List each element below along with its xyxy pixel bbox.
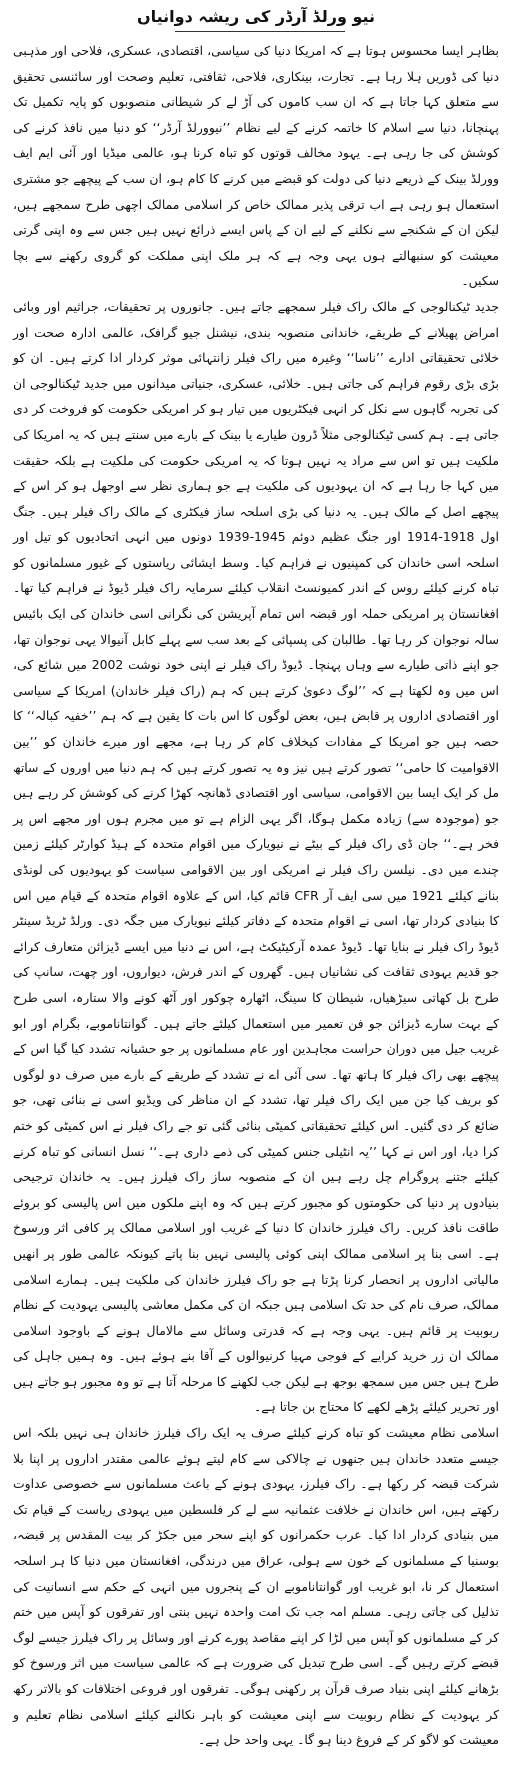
article-body	[13, 38, 499, 1770]
article-title: نیو ورلڈ آرڈر کی ریشہ دوانیاں	[136, 7, 376, 26]
article-paragraph: بظاہر ایسا محسوس ہوتا ہے کہ امریکا دنیا کی سیاسی، اقتصادی، عسکری، فلاحی اور مذہبی دنیا کی ڈوریں ہلا رہا ہے۔ تجارت، بینکاری، فلاحی، ثقافتی، تعلیم وصحت اور سائنسی تحقیق سے متعلق کہا جاتا ہے کہ ان سب کاموں کی آڑ لے کر شیطانی منصوبوں کو پایہ تکمیل تک پہنچانا، دنیا سے اسلام کا خاتمہ کرنے کے لیے نظام ’’نیوورلڈ آرڈر‘‘ کو دنیا میں نافذ کرنے کی کوشش کی جا رہی ہے۔ یہود مخالف قوتوں کو تباہ کرنا ہو، عالمی میڈیا اور آئی ایم ایف وورلڈ بینک کے ذریعے دنیا کی دولت کو قبضے میں کرنے کا کام ہو، ان سب کے پیچھے جو مشتری استعمال ہو رہی ہے اب ترقی پذیر ممالک خاص کر اسلامی ممالک اچھی طرح سمجھے ہیں، لیکن ان کے شکنجے سے نکلنے کے لیے ان کے پاس ایسے ذرائع نہیں ہیں جس سے وہ اپنی گرتی معیشت کو سنبھالتے ہوں یہی وجہ ہے کہ ہر ملک اپنی مملکت کو گروی رکھنے سے بچا سکیں۔	[13, 43, 499, 289]
article-paragraph: اسلامی نظام معیشت کو تباہ کرنے کیلئے صرف یہ ایک راک فیلرز خاندان ہی نہیں بلکہ اس جیسے متعدد خاندان ہیں جنھوں نے چالاکی سے کام لیتے ہوئے عالمی مقتدر اداروں پر اپنا بلا شرکت قبضہ کر رکھا ہے۔ راک فیلرز، یہودی ہونے کے باعث مسلمانوں سے خصوصی عداوت رکھتے ہیں، اس خاندان نے خلافت عثمانیہ سے لے کر فلسطین میں یہودی ریاست کے قیام تک میں بنیادی کردار ادا کیا۔ عرب حکمرانوں کو اپنے سحر میں جکڑ کر بیت المقدس پر قبضہ، بوسنیا کے مسلمانوں کے خون سے ہولی، عراق میں درندگی، افغانستان میں دنیا کا ہر اسلحہ استعمال کر نا، ابو غریب اور گوانتاناموبے ان کے پنجروں میں انہی کے حکم سے انسانیت کی تذلیل کی جاتی رہی۔ مسلم امہ جب تک امت واحدہ نہیں بنتی اور تفرقوں کو آپس میں ختم کر کے مسلمانوں کو آپس میں لڑا کر اپنے مقاصد پورے کرنے اور وسائل پر راک فیلرز جیسے لوگ قبضے کرتے رہیں گے۔ اسی طرح تبدیل کی ضرورت ہے کہ عالمی سیاست میں اثر ورسوخ کو بڑھانے کیلئے اپنی بنیاد صرف قرآن پر رکھنی ہوگی۔ تفرقوں اور فروعی اختلافات کو بالاتر رکھ کر یہودیت کے نظام ربوبیت سے اپنی معیشت کو باہر نکالنے کیلئے اسلامی نظام تعلیم و معیشت کو لاگو کر کے فروغ دینا ہو گا۔ یہی واحد حل ہے۔	[13, 1425, 499, 1748]
title-underline	[175, 31, 345, 32]
article-paragraph: جدید ٹیکنالوجی کے مالک راک فیلر سمجھے جاتے ہیں۔ جانوروں پر تحقیقات، جراثیم اور وبائی امراض پھیلانے کے طریقے، خاندانی منصوبہ بندی، نیشنل جیو گرافک، عالمی ادارہ صحت اور خلائی تحقیقاتی ادارے ’’ناسا‘‘ وغیرہ میں راک فیلر زانتہائی موثر کردار ادا کرتے ہیں۔ ان کو بڑی بڑی رقوم فراہم کی جاتی ہیں۔ خلائی، عسکری، جنیاتی میدانوں میں جدید ٹیکنالوجی ان کی تجربہ گاہوں سے نکل کر انہی فیکٹریوں میں تیار ہو کر امریکی حکومت کو فروخت کر دی جاتی ہے۔ ہم کسی ٹیکنالوجی مثلاً ڈرون طیارے یا بینک کے بارے میں سنتے ہیں کہ یہ امریکا کی ملکیت ہیں تو اس سے مراد یہ نہیں ہوتا کہ یہ امریکی حکومت کی ملکیت ہے بلکہ حقیقت میں کہا جا رہا ہے کہ ان یہودیوں کی ملکیت ہے جو ہماری نظر سے اوجھل ہو کر اس کے پیچھے اصل کے مالک ہیں۔ یہ دنیا کی بڑی اسلحہ ساز فیکٹری کے مالک راک فیلر ہیں۔ جنگ اول 1918-1914 اور جنگ عظیم دوئم 1945-1939 دونوں میں انہی اتحادیوں کو تیل اور اسلحہ اسی خاندان کی کمپنیوں نے فراہم کیا۔ وسط ایشائی ریاستوں کے غیور مسلمانوں کو تباہ کرنے کیلئے روس کے اندر کمیونسٹ انقلاب کیلئے سرمایہ راک فیلر ڈیوڈ نے فراہم کیا تھا۔ افغانستان پر امریکی حملہ اور قبضہ اس تمام آپریشن کی نگرانی اسی خاندان کی ایک بائیس سالہ نوجوان کر رہا تھا۔ طالبان کی پسپائی کے بعد سب سے پہلے کابل آنیوالا یہی نوجوان تھا، جو اپنے ذاتی طیارے سے وہاں پہنچا۔ ڈیوڈ راک فیلر نے اپنی خود نوشت 2002 میں شائع کی، اس میں وہ لکھتا ہے کہ ’’لوگ دعویٰ کرتے ہیں کہ ہم (راک فیلر خاندان) امریکا کے سیاسی اور اقتصادی اداروں پر قابض ہیں، بعض لوگوں کا اس بات کا یقین ہے کہ ہم ’’خفیہ کبالہ‘‘ کا حصہ ہیں جو امریکا کے مفادات کیخلاف کام کر رہا ہے، مجھے اور میرے خاندان کو ’’بین الاقوامیت کا حامی‘‘ تصور کرتے ہیں نیز وہ یہ تصور کرتے ہیں کہ ہم دنیا میں اوروں کے ساتھ مل کر ایک ایسا بین الاقوامی، سیاسی اور اقتصادی ڈھانچہ کھڑا کرنے کی کوشش کر رہے ہیں جو (موجودہ سے) زیادہ مکمل ہوگا، اگر یہی الزام ہے تو میں مجرم ہوں اور مجھے اس پر فخر ہے۔‘‘ جان ڈی راک فیلر کے بیٹے نے نیویارک میں اقوام متحدہ کے ہیڈ کوارٹر کیلئے زمین چندے میں دی۔ نیلسن راک فیلر نے امریکی اور بین الاقوامی سیاست کو یہودیوں کی لونڈی بنانے کیلئے 1921 میں سی ایف آر CFR قائم کیا، اس کے علاوہ اقوام متحدہ کے قیام میں اس کا بنیادی کردار تھا، اسی نے اقوام متحدہ کے دفاتر کیلئے نیویارک میں جگہ دی۔ ورلڈ ٹریڈ سینٹر ڈیوڈ راک فیلر نے بنایا تھا۔ ڈیوڈ عمدہ آرکیٹیکٹ ہے، اس نے دنیا میں ایسے ڈیزائن متعارف کرائے جو قدیم یہودی ثقافت کی نشانیاں ہیں۔ گھروں کے اندر فرش، دیواروں، اور چھت، سانپ کی طرح بل کھاتی سیڑھیاں، شیطان کا سینگ، اٹھارہ چوکور اور آٹھ کونے والا ستارہ، اسی طرح کے بہت سارے ڈیزائن جو فن تعمیر میں استعمال کیلئے جاتے ہیں۔ گوانتاناموبے، بگرام اور ابو غریب جیل میں دوران حراست مجاہدین اور عام مسلمانوں پر جو حشیانہ تشدد کیا گیا اس کے پیچھے بھی راک فیلر کا ہاتھ تھا۔ سی آئی اے نے تشدد کے طریقے کے بارے میں صرف دو لوگوں کو بریف کیا جن میں ایک راک فیلر تھا، تشدد کے ان مناظر کی ویڈیو اسی نے بنائی تھی، جو ضائع کر دی گئیں۔ اس کیلئے تحقیقاتی کمیٹی بنائی گئی تو جے راک فیلر نے اس کمیٹی کو ختم کرا دیا، اور اس نے کہا ’’یہ انٹیلی جنس کمیٹی کی ذمے داری ہے۔‘‘ نسل انسانی کو تباہ کرنے کیلئے جتنے پروگرام چل رہے ہیں ان کے منصوبہ ساز راک فیلرز ہیں۔ یہ خاندان ترجیحی بنیادوں پر دنیا کی حکومتوں کو مجبور کرتے ہیں کہ وہ اپنے ملکوں میں اس پالیسی کو بروئے طاقت نافذ کریں۔ راک فیلرز خاندان کا دنیا کے غریب اور اسلامی ممالک پر کافی اثر ورسوخ ہے۔ اسی بنا پر اسلامی ممالک اپنی کوئی پالیسی نہیں بنا پاتے کیونکہ عالمی طور پر انھیں مالیاتی اداروں پر انحصار کرنا پڑتا ہے جو راک فیلرز خاندان کی ملکیت ہیں۔ ہمارے اسلامی ممالک، صرف نام کی حد تک اسلامی ہیں جبکہ ان کی مکمل معاشی پالیسی یہودیت کے نظام ربوبیت پر قائم ہیں۔ یہی وجہ ہے کہ قدرتی وسائل سے مالامال ہونے کے باوجود اسلامی ممالک ان زر خرید کرایے کے فوجی مہیا کرنیوالوں کے آقا بنے ہوئے ہیں۔ وہ ہمیں جاہل کی طرح ہیں جس میں سمجھ بوجھ ہے لیکن جب لکھنے کا مرحلہ آتا ہے تو وہ مجبور ہو جاتے ہیں اور تحریر کیلئے پڑھے لکھے کا محتاج بن جاتا ہے۔	[13, 298, 499, 1415]
